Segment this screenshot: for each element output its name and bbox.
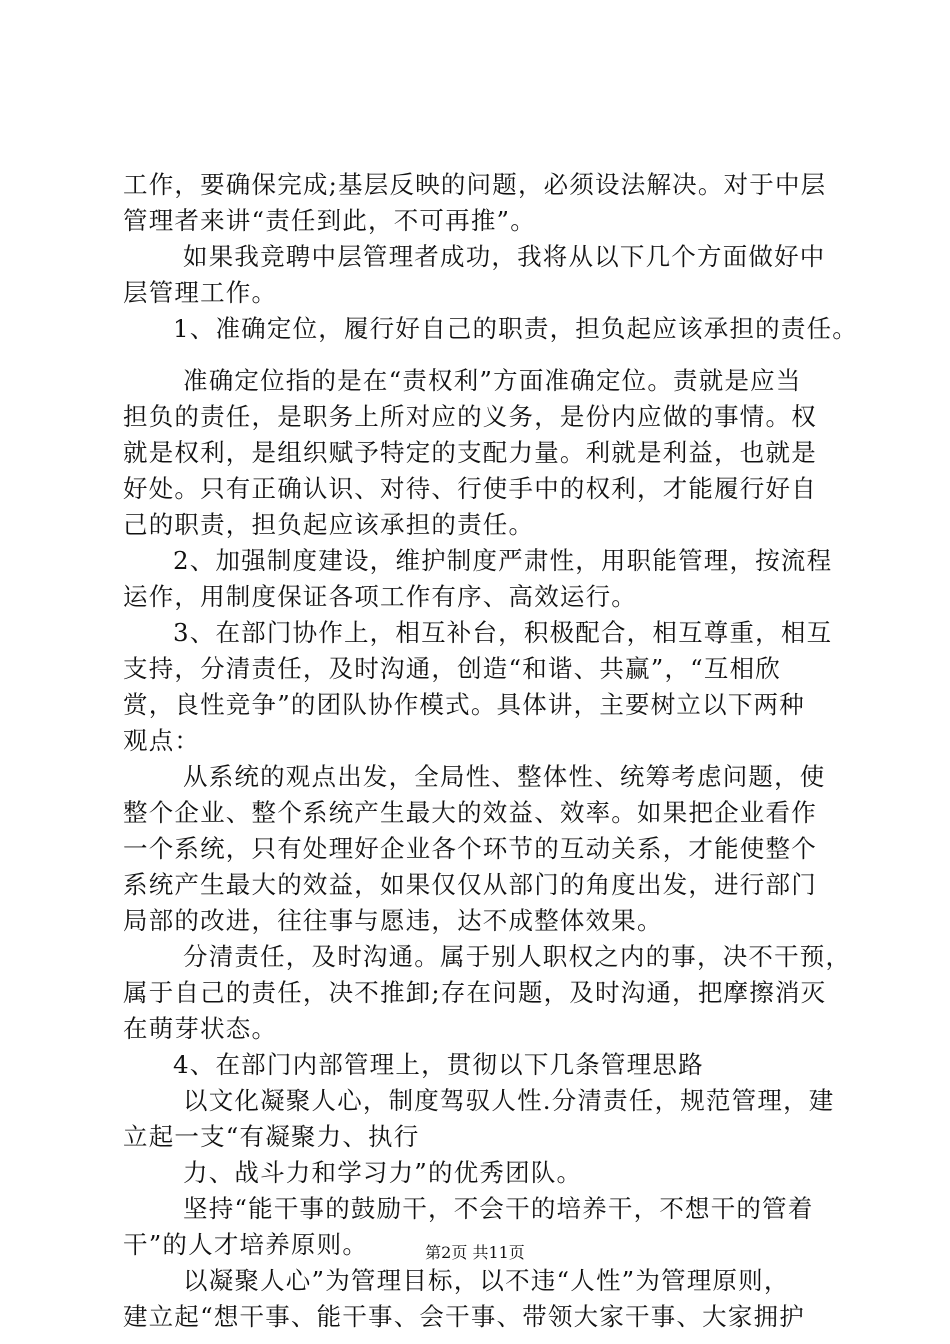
text-line: 一个系统，只有处理好企业各个环节的互动关系，才能使整个 <box>123 834 817 863</box>
text-line: 系统产生最大的效益，如果仅仅从部门的角度出发，进行部门 <box>123 870 817 899</box>
text-line: 管理者来讲“责任到此，不可再推”。 <box>123 206 536 235</box>
text-line: 己的职责，担负起应该承担的责任。 <box>123 510 535 539</box>
text-line: 准确定位指的是在“责权利”方面准确定位。责就是应当 <box>183 366 802 395</box>
text-line: 如果我竞聘中层管理者成功，我将从以下几个方面做好中 <box>183 242 826 271</box>
text-line: 建立起“想干事、能干事、会干事、带领大家干事、大家拥护 <box>123 1302 805 1331</box>
text-line: 赏，良性竞争”的团队协作模式。具体讲，主要树立以下两种 <box>123 690 805 719</box>
text-line: 好处。只有正确认识、对待、行使手中的权利，才能履行好自 <box>123 474 817 503</box>
text-line: 1、准确定位，履行好自己的职责，担负起应该承担的责任。 <box>173 314 858 343</box>
text-line: 局部的改进，往往事与愿违，达不成整体效果。 <box>123 906 663 935</box>
text-line: 运作，用制度保证各项工作有序、高效运行。 <box>123 582 637 611</box>
text-line: 担负的责任，是职务上所对应的义务，是份内应做的事情。权 <box>123 402 817 431</box>
text-line: 3、在部门协作上，相互补台，积极配合，相互尊重，相互 <box>173 618 833 647</box>
text-line: 分清责任，及时沟通。属于别人职权之内的事，决不干预， <box>183 942 852 971</box>
text-line: 坚持“能干事的鼓励干，不会干的培养干，不想干的管着 <box>183 1194 814 1223</box>
text-line: 4、在部门内部管理上，贯彻以下几条管理思路 <box>173 1050 704 1079</box>
text-line: 观点： <box>123 726 201 755</box>
text-line: 2、加强制度建设，维护制度严肃性，用职能管理，按流程 <box>173 546 833 575</box>
text-line: 从系统的观点出发，全局性、整体性、统筹考虑问题，使 <box>183 762 826 791</box>
text-line: 以凝聚人心”为管理目标，以不违“人性”为管理原则， <box>183 1266 790 1295</box>
text-line: 属于自己的责任，决不推卸;存在问题，及时沟通，把摩擦消灭 <box>123 978 827 1007</box>
page-number-footer: 第2页 共11页 <box>425 1243 525 1262</box>
text-line: 支持，分清责任，及时沟通，创造“和谐、共赢”，“互相欣 <box>123 654 781 683</box>
text-line: 工作，要确保完成;基层反映的问题，必须设法解决。对于中层 <box>123 170 827 199</box>
text-line: 整个企业、整个系统产生最大的效益、效率。如果把企业看作 <box>123 798 817 827</box>
text-line: 在萌芽状态。 <box>123 1014 278 1043</box>
text-line: 力、战斗力和学习力”的优秀团队。 <box>183 1158 583 1187</box>
text-line: 干”的人才培养原则。 <box>123 1230 369 1259</box>
text-line: 就是权利，是组织赋予特定的支配力量。利就是利益，也就是 <box>123 438 817 467</box>
text-line: 层管理工作。 <box>123 278 278 307</box>
text-line: 以文化凝聚人心，制度驾驭人性.分清责任，规范管理，建 <box>183 1086 835 1115</box>
text-line: 立起一支“有凝聚力、执行 <box>123 1122 420 1151</box>
